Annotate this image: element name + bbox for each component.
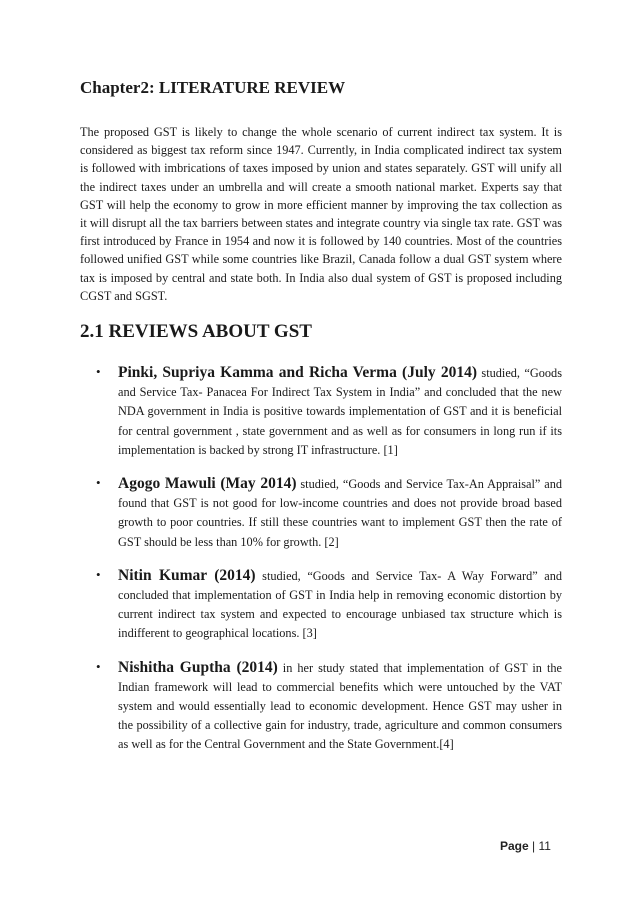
review-author: Nishitha Guptha (2014) — [118, 658, 278, 676]
bullet-icon: • — [96, 658, 101, 674]
review-text — [118, 363, 562, 460]
review-text — [118, 658, 562, 755]
page-number-footer — [500, 839, 551, 853]
review-text — [118, 474, 562, 552]
review-author: Pinki, Supriya Kamma and Richa Verma (July 2014) — [118, 364, 477, 381]
page-label: Page — [500, 839, 529, 853]
bullet-icon: • — [96, 475, 101, 491]
list-item — [80, 474, 562, 552]
intro-paragraph: The proposed GST is likely to change the whole scenario of current indirect tax system. It is considered as biggest tax reform since 1947. Currently, in India complicated indirect tax system is followed with imbrications of taxes imposed by union and states separately. GST will unify all the indirect taxes under an umbrella and will create a smooth national market. Experts say that GST will help the economy to grow in more efficient manner by improving the tax collection as it will disrupt all the tax barriers between states and integrate country via single tax rate. GST was first introduced by France in 1954 and now it is followed by 140 countries. Most of the countries followed unified GST while some countries like Brazil, Canada follow a dual GST system where tax is imposed by central and state both. In India also dual system of GST is proposed including CGST and SGST. — [80, 125, 562, 303]
review-body: studied, “Goods and Service Tax- Panacea For Indirect Tax System in India” and concluded that the new NDA government in India is positive towards implementation of GST and it is beneficial for central government , state government and as well as for consumers in long run if its implementation is backed by strong IT infrastructure. [1] — [118, 366, 562, 457]
review-body: studied, “Goods and Service Tax- A Way Forward” and concluded that implementation of GST in India help in removing economic distortion by current indirect tax system and expected to encourage unbiased tax structure which is indifferent to geographical locations. [3] — [118, 568, 563, 641]
reviews-list — [80, 363, 562, 755]
review-body: in her study stated that implementation of GST in the Indian framework will lead to commercial benefits which were untouched by the VAT system and would essentially lead to economic development. Hence GST may usher in the possibility of a collective gain for industry, trade, agriculture and common consumers as well as for the Central Government and the State Government.[4] — [118, 660, 562, 752]
list-item — [80, 363, 562, 460]
review-author: Nitin Kumar (2014) — [118, 566, 256, 584]
bullet-icon: • — [96, 364, 101, 379]
review-body: studied, “Goods and Service Tax-An Appraisal” and found that GST is not good for low-income countries and does not provide broad based growth to poor countries. If still these countries want to implement GST then the rate of GST should be less than 10% for growth. [2] — [118, 477, 562, 549]
section-title: 2.1 REVIEWS ABOUT GST — [80, 321, 312, 342]
list-item — [80, 658, 562, 755]
review-text — [118, 566, 562, 644]
bullet-icon: • — [96, 566, 101, 582]
chapter-title: Chapter2: LITERATURE REVIEW — [80, 78, 346, 97]
list-item — [80, 566, 562, 644]
page-separator: | — [528, 839, 539, 853]
page-number: 11 — [538, 839, 551, 853]
review-author: Agogo Mawuli (May 2014) — [118, 475, 297, 493]
